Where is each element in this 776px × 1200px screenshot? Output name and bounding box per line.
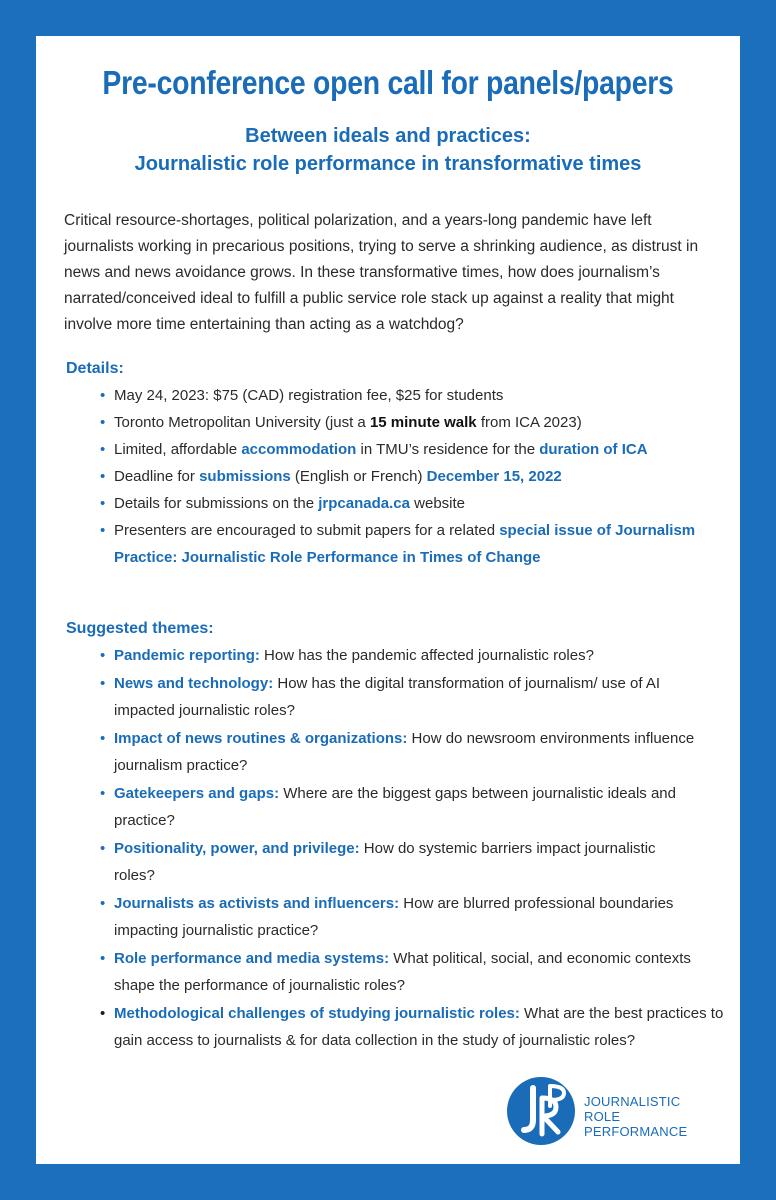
subtitle-line-2: Journalistic role performance in transformative times — [134, 153, 642, 175]
theme-item: • News and technology: How has the digital transformation of journalism/ use of AI impacted journalistic roles? — [98, 670, 698, 725]
details-item: • Deadline for submissions (English or French) December 15, 2022 — [98, 463, 738, 490]
bullet-icon: • — [100, 894, 106, 912]
theme-item: • Positionality, power, and privilege: How do systemic barriers impact journalistic roles? — [98, 835, 698, 890]
details-heading: Details: — [66, 360, 124, 377]
bullet-icon: • — [100, 522, 106, 539]
theme-item: • Gatekeepers and gaps: Where are the biggest gaps between journalistic ideals and practice? — [98, 780, 698, 835]
themes-list — [98, 642, 724, 1055]
intro-paragraph: Critical resource-shortages, political polarization, and a years-long pandemic have left journalists working in precarious positions, trying to serve a shrinking audience, as distrust in news and news avoidance grows. In these transformative times, how does journalism’s narrated/conceived ideal to fulfill a public service role stack up against a reality that might involve more time entertaining than acting as a watchdog? — [64, 212, 699, 333]
details-list — [98, 382, 738, 571]
bullet-icon: • — [100, 414, 106, 431]
subtitle-line-1: Between ideals and practices: — [245, 125, 531, 147]
details-item: • Details for submissions on the jrpcanada.ca website — [98, 490, 738, 517]
themes-heading: Suggested themes: — [66, 620, 214, 637]
bullet-icon: • — [100, 949, 106, 967]
jrp-logo-mark-icon — [506, 1076, 576, 1146]
theme-item: • Journalists as activists and influencers: How are blurred professional boundaries impacting journalistic practice? — [98, 890, 698, 945]
bullet-icon: • — [100, 468, 106, 485]
theme-item: • Pandemic reporting: How has the pandemic affected journalistic roles? — [98, 642, 698, 670]
details-item: • May 24, 2023: $75 (CAD) registration fee, $25 for students — [98, 382, 738, 409]
bullet-icon: • — [100, 387, 106, 404]
details-item: • Presenters are encouraged to submit papers for a related special issue of Journalism Practice: Journalistic Role Performance in Times of Change — [98, 517, 714, 571]
bullet-icon: • — [100, 1004, 106, 1022]
theme-item: • Impact of news routines & organizations: How do newsroom environments influence journalism practice? — [98, 725, 698, 780]
logo-wordmark: JOURNALISTIC ROLE PERFORMANCE — [584, 1094, 688, 1139]
jrp-logo — [506, 1076, 716, 1146]
main-title: Pre-conference open call for panels/papers — [102, 64, 674, 101]
bullet-icon: • — [100, 647, 106, 664]
bullet-icon: • — [100, 674, 106, 692]
theme-item: • Role performance and media systems: What political, social, and economic contexts shape the performance of journalistic roles? — [98, 945, 698, 1000]
bullet-icon: • — [100, 729, 106, 747]
theme-item: • Methodological challenges of studying journalistic roles: What are the best practices to gain access to journalists & for data collection in the study of journalistic roles? — [98, 1000, 734, 1055]
subtitle — [36, 122, 740, 178]
details-item: • Toronto Metropolitan University (just a 15 minute walk from ICA 2023) — [98, 409, 738, 436]
website-link[interactable]: jrpcanada.ca — [318, 495, 410, 512]
details-item: • Limited, affordable accommodation in TMU’s residence for the duration of ICA — [98, 436, 738, 463]
bullet-icon: • — [100, 839, 106, 857]
bullet-icon: • — [100, 784, 106, 802]
bullet-icon: • — [100, 495, 106, 512]
bullet-icon: • — [100, 441, 106, 458]
flyer-page — [36, 36, 740, 1164]
